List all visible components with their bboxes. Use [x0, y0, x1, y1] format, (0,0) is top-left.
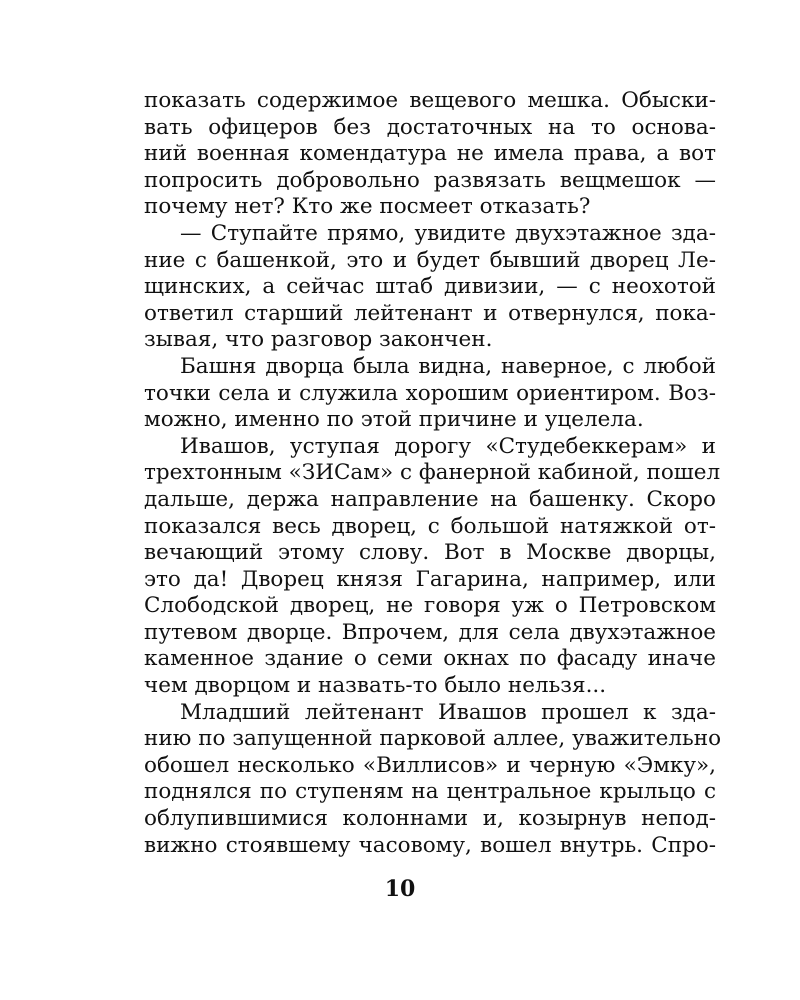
text-line: Младший лейтенант Ивашов прошел к зда- [180, 699, 716, 725]
text-line: показался весь дворец, с большой натяжкой от- [144, 513, 716, 539]
text-line: щинских, а сейчас штаб дивизии, — с неохотой [144, 274, 716, 300]
text-line: попросить добровольно развязать вещмешок — [144, 167, 716, 193]
text-line: нию по запущенной парковой аллее, уважительно [144, 726, 722, 752]
text-line: это да! Дворец князя Гагарина, например, или [144, 566, 716, 592]
text-line: путевом дворце. Впрочем, для села двухэтажное [144, 619, 716, 645]
text-line: поднялся по ступеням на центральное крыльцо с [144, 779, 716, 805]
text-line: вечающий этому слову. Вот в Москве дворцы, [144, 540, 716, 566]
page-number: 10 [384, 876, 416, 902]
text-line: каменное здание о семи окнах по фасаду иначе [144, 646, 716, 672]
text-line: зывая, что разговор закончен. [144, 327, 493, 353]
text-line: Башня дворца была видна, наверное, с любой [180, 353, 716, 379]
text-line: вижно стоявшему часовому, вошел внутрь. Спро- [144, 832, 716, 858]
text-line: ние с башенкой, это и будет бывший дворец Ле- [144, 247, 716, 273]
text-line: можно, именно по этой причине и уцелела. [144, 407, 644, 433]
text-line: ний военная комендатура не имела права, а вот [144, 141, 716, 167]
text-line: дальше, держа направление на башенку. Скоро [144, 486, 716, 512]
text-line: точки села и служила хорошим ориентиром. Воз- [144, 380, 716, 406]
text-line: Слободской дворец, не говоря уж о Петровском [144, 593, 716, 619]
text-line: ответил старший лейтенант и отвернулся, пока- [144, 300, 716, 326]
text-line: чем дворцом и назвать-то было нельзя... [144, 673, 607, 699]
text-line: облупившимися колоннами и, козырнув непод- [144, 806, 716, 832]
text-line: показать содержимое вещевого мешка. Обыски- [144, 88, 716, 113]
text-line: вать офицеров без достаточных на то основа- [144, 114, 716, 140]
text-line: обошел несколько «Виллисов» и черную «Эмку», [144, 752, 716, 778]
text-line: почему нет? Кто же посмеет отказать? [144, 194, 591, 220]
text-line: — Ступайте прямо, увидите двухэтажное зда- [180, 220, 716, 246]
text-line: трехтонным «ЗИСам» с фанерной кабиной, пошел [144, 460, 721, 486]
page-body-text [144, 88, 722, 859]
text-line: Ивашов, уступая дорогу «Студебеккерам» и [180, 433, 716, 459]
